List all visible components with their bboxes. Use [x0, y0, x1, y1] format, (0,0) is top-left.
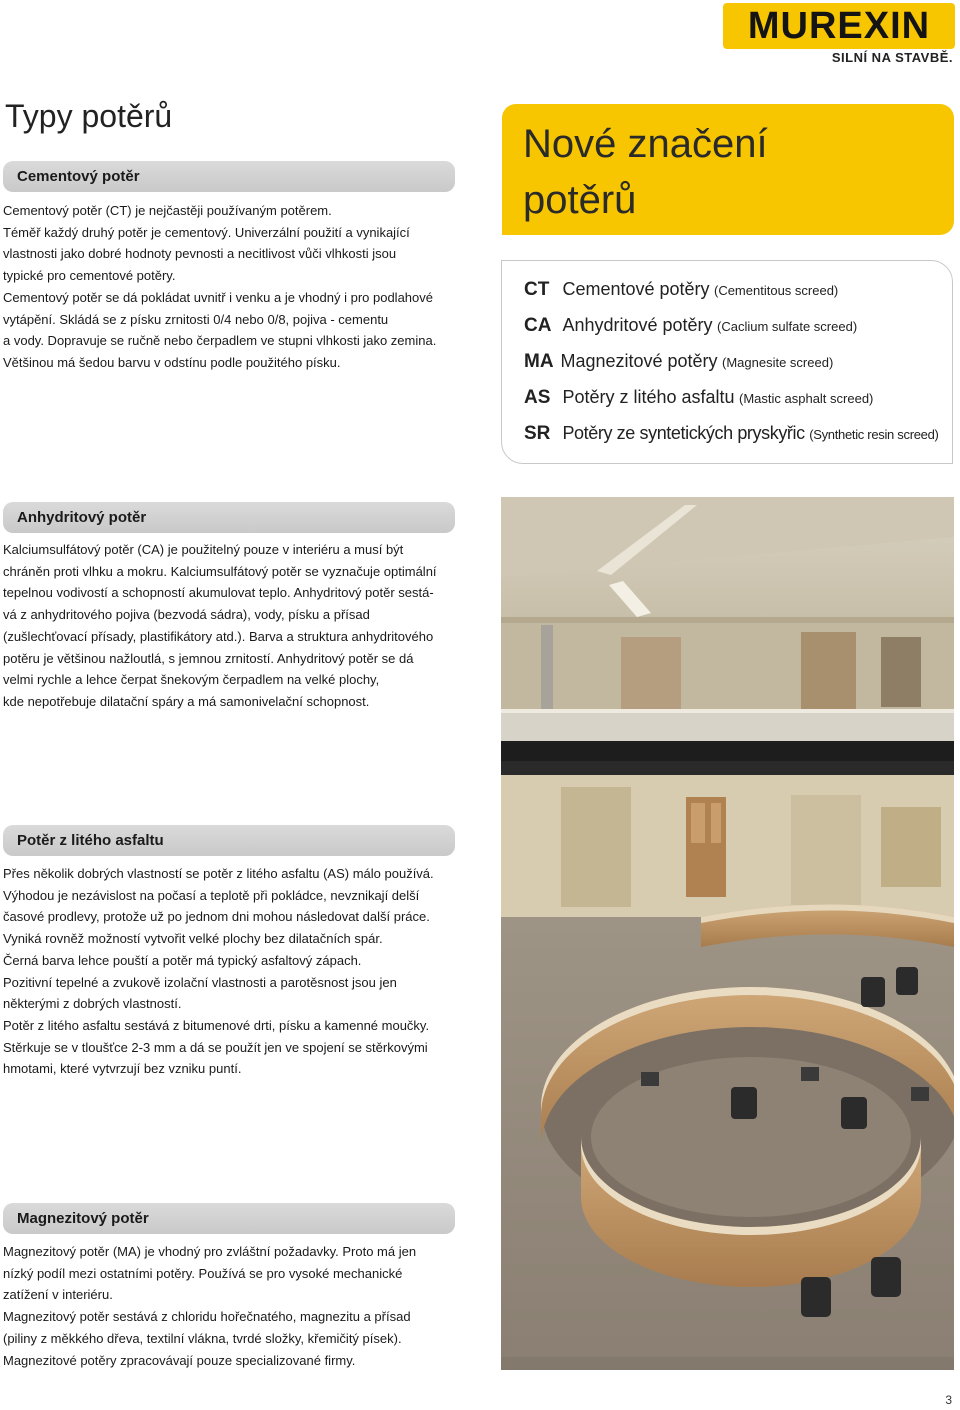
text-line: Pozitivní tepelné a zvukově izolační vlastnosti a parotěsnost jsou jen [3, 974, 397, 990]
marking-title [523, 116, 768, 228]
marking-title-line1: Nové značení [523, 122, 768, 166]
section-header-asphalt: Potěr z litého asfaltu [3, 825, 455, 856]
murexin-logo [723, 3, 955, 67]
section-body-asphalt [3, 863, 463, 1080]
text-line: Téměř každý druhý potěr je cementový. Univerzální použití a vynikající [3, 224, 410, 240]
text-line: vá z anhydritového pojiva (bezvodá sádra), vody, písku a přísad [3, 607, 370, 623]
text-line: Magnezitový potěr sestává z chloridu hořečnatého, magnezitu a přísad [3, 1309, 411, 1325]
text-line: Cementový potěr se dá pokládat uvnitř i venku a je vhodný i pro podlahové [3, 289, 433, 305]
text-line: kde nepotřebuje dilatační spáry a má samonivelační schopnost. [3, 693, 370, 709]
code-row-sr [524, 423, 939, 445]
section-body-magnesite [3, 1241, 463, 1371]
interior-photo-graphic [501, 497, 954, 1370]
code: AS [524, 387, 551, 408]
text-line: potěru je většinou nažloutlá, s jemnou zrnitostí. Anhydritový potěr se dá [3, 650, 414, 666]
text-line: časové prodlevy, protože už po jednom dni mohou následovat další práce. [3, 909, 430, 925]
text-line: Výhodou je nezávislost na počasí a teplotě při pokládce, nevznikají delší [3, 887, 420, 903]
code-english: (Caclium sulfate screed) [717, 319, 858, 334]
code-english: (Synthetic resin screed) [809, 427, 939, 442]
text-line: Cementový potěr (CT) je nejčastěji používaným potěrem. [3, 203, 332, 218]
marking-title-line2: potěrů [523, 178, 637, 222]
code-name: Anhydritové potěry [562, 315, 713, 335]
text-line: nízký podíl mezi ostatními potěry. Používá se pro vysoké mechanické [3, 1265, 403, 1281]
text-line: Vyniká rovněž možností vytvořit velké plochy bez dilatačních spár. [3, 931, 383, 947]
page-number: 3 [945, 1393, 952, 1407]
code: CA [524, 315, 552, 336]
text-line: Stěrkuje se v tloušťce 2-3 mm a dá se použít jen ve spojení se stěrkovými [3, 1039, 428, 1055]
marking-title-panel [502, 104, 954, 235]
text-line: Přes několik dobrých vlastností se potěr z litého asfaltu (AS) málo používá. [3, 866, 434, 881]
code-name: Potěry ze syntetických pryskyřic [562, 423, 805, 443]
page-title: Typy potěrů [5, 98, 173, 134]
text-line: (zušlechťovací přísady, plastifikátory atd.). Barva a struktura anhydritového [3, 628, 434, 644]
text-line: některými z dobrých vlastností. [3, 996, 182, 1012]
text-line: velmi rychle a lehce čerpat šnekovým čerpadlem na velké plochy, [3, 672, 380, 688]
code-english: (Magnesite screed) [722, 355, 834, 370]
code-name: Potěry z litého asfaltu [562, 387, 735, 407]
section-header-cement: Cementový potěr [3, 161, 455, 192]
text-line: Magnezitový potěr (MA) je vhodný pro zvláštní požadavky. Proto má jen [3, 1244, 417, 1259]
section-header-anhydrite: Anhydritový potěr [3, 502, 455, 533]
code-row-ma [524, 351, 833, 373]
code-english: (Mastic asphalt screed) [739, 391, 874, 406]
code-english: (Cementitous screed) [713, 283, 839, 298]
text-line: (piliny z měkkého dřeva, textilní vlákna, tvrdé složky, křemičitý písek). [3, 1330, 402, 1346]
code-row-as [524, 387, 873, 409]
code-row-ct [524, 279, 838, 301]
code: CT [524, 279, 550, 300]
code: SR [524, 423, 551, 444]
section-body-cement [3, 200, 463, 374]
text-line: Potěr z litého asfaltu sestává z bitumenové drti, písku a kamenné moučky. [3, 1017, 430, 1033]
text-line: typické pro cementové potěry. [3, 268, 176, 284]
text-line: Většinou má šedou barvu v odstínu podle použitého písku. [3, 354, 341, 370]
text-line: hmotami, které vytvrzují bez vzniku puntí. [3, 1061, 242, 1077]
logo-wordmark: MUREXIN [747, 4, 931, 47]
text-line: a vody. Dopravuje se ručně nebo čerpadlem ve stupni vlhkosti jako zemina. [3, 333, 437, 349]
text-line: Magnezitové potěry zpracovávají pouze specializované firmy. [3, 1352, 356, 1368]
code: MA [524, 351, 554, 372]
marking-codes-box [501, 260, 953, 464]
text-line: zatížení v interiéru. [3, 1287, 113, 1303]
code-row-ca [524, 315, 857, 337]
text-line: Černá barva lehce pouští a potěr má typický asfaltový zápach. [3, 952, 362, 968]
text-line: Kalciumsulfátový potěr (CA) je použitelný pouze v interiéru a musí být [3, 542, 404, 557]
logo-plate [723, 3, 955, 49]
section-header-magnesite: Magnezitový potěr [3, 1203, 455, 1234]
code-name: Cementové potěry [562, 279, 710, 299]
text-line: vlastnosti jako dobré hodnoty pevnosti a necitlivost vůči vlhkosti jsou [3, 246, 397, 262]
text-line: tepelnou vodivostí a schopností akumulovat teplo. Anhydritový potěr sestá- [3, 585, 434, 601]
text-line: vytápění. Skládá se z písku zrnitosti 0/4 nebo 0/8, pojiva - cementu [3, 311, 389, 327]
logo-tagline: SILNÍ NA STAVBĚ. [831, 50, 953, 65]
section-body-anhydrite [3, 539, 463, 713]
text-line: chráněn proti vlhku a mokru. Kalciumsulfátový potěr se vyznačuje optimální [3, 563, 437, 579]
interior-photo [501, 497, 954, 1370]
code-name: Magnezitové potěry [560, 351, 718, 371]
